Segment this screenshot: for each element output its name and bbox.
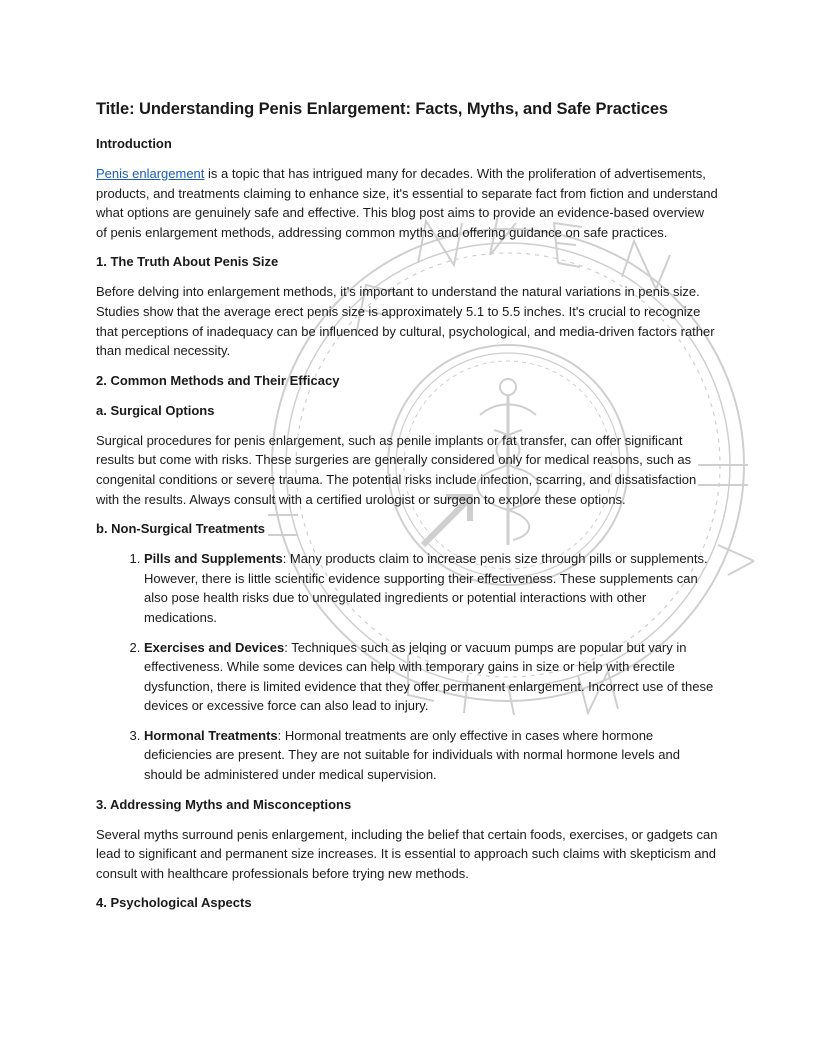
list-item-text: : Hormonal treatments are only effective in cases where hormone deficiencies are present. They are not suitable for individuals with normal hormone levels and should be administered under medical supervision. [144, 727, 680, 783]
document-title: Title: Understanding Penis Enlargement: Facts, Myths, and Safe Practices [96, 100, 668, 118]
surgical-options-heading: a. Surgical Options [96, 402, 215, 418]
section-2-heading: 2. Common Methods and Their Efficacy [96, 372, 340, 388]
section-4-heading: 4. Psychological Aspects [96, 895, 252, 911]
list-item [144, 638, 718, 716]
list-item [144, 549, 718, 627]
intro-paragraph [96, 164, 718, 242]
section-1-heading: 1. The Truth About Penis Size [96, 254, 279, 270]
section-1-paragraph: Before delving into enlargement methods, it's important to understand the natural variations in penis size. Studies show that the average erect penis size is approximately 5.1 to 5.5 inches. It's crucial to recognize that perceptions of inadequacy can be influenced by cultural, psychological, and media-driven factors rather than medical necessity. [96, 284, 715, 359]
list-item [144, 726, 718, 785]
intro-heading: Introduction [96, 136, 172, 151]
penis-enlargement-link[interactable]: Penis enlargement [96, 166, 205, 181]
list-item-text: : Many products claim to increase penis size through pills or supplements. However, there is little scientific evidence supporting their effectiveness. These supplements can also pose health risks due to unregulated ingredients or potential interactions with other medications. [144, 551, 708, 625]
list-item-text: : Techniques such as jelqing or vacuum pumps are popular but vary in effectiveness. While some devices can help with temporary gains in size or help with erectile dysfunction, there is limited evidence that they offer permanent enlargement. Incorrect use of these devices or excessive force can also lead to injury. [144, 639, 714, 714]
list-item-term: Hormonal Treatments [144, 727, 278, 743]
section-3-heading: 3. Addressing Myths and Misconceptions [96, 796, 352, 812]
document-body [96, 98, 718, 923]
section-3-paragraph: Several myths surround penis enlargement, including the belief that certain foods, exercises, or gadgets can lead to significant and permanent size increases. It is essential to approach such claims with skepticism and consult with healthcare professionals before trying new methods. [96, 826, 718, 881]
non-surgical-list [96, 549, 718, 785]
list-item-term: Pills and Supplements [144, 551, 283, 567]
intro-text: is a topic that has intrigued many for decades. With the proliferation of advertisements, products, and treatments claiming to enhance size, it's essential to separate fact from fiction and understand what options are genuinely safe and effective. This blog post aims to provide an evidence-based overview of penis enlargement methods, addressing common myths and offering guidance on safe practices. [96, 166, 718, 240]
surgical-options-paragraph: Surgical procedures for penis enlargement, such as penile implants or fat transfer, can offer significant results but come with risks. These surgeries are generally considered only for medical reasons, such as congenital conditions or severe trauma. The potential risks include infection, scarring, and dissatisfaction with the results. Always consult with a certified urologist or surgeon to explore these options. [96, 432, 697, 507]
non-surgical-heading: b. Non-Surgical Treatments [96, 521, 266, 537]
list-item-term: Exercises and Devices [144, 639, 285, 655]
